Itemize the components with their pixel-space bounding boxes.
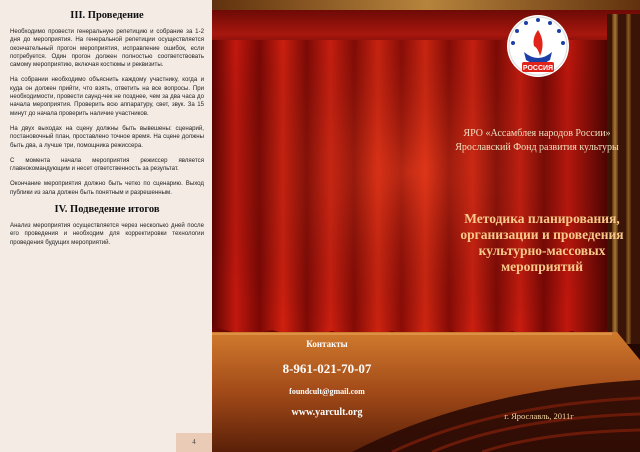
city-year: г. Ярославль, 2011г <box>504 411 574 421</box>
title-line-4: мероприятий <box>500 259 583 274</box>
section-3-heading: III. Проведение <box>70 10 144 21</box>
section-4-heading: IV. Подведение итогов <box>54 204 160 216</box>
paragraph: На собрании необходимо объяснить каждому участнику, когда и куда он должен прийти, что взять, ответить на все вопросы. При необходимости, провести саунд-чек не позднее, чем за два часа до начала мероприятия. Проверить всю аппаратуру, свет, звук. За 15 минут до начала проверить наличие участников. <box>10 76 204 117</box>
assembly-of-peoples-emblem-icon <box>504 12 572 92</box>
left-page <box>0 0 212 452</box>
page-number: 4 <box>176 433 212 452</box>
emblem-logo <box>504 12 572 92</box>
title-line-3: культурно-массовых <box>478 243 606 258</box>
email-address: foundcult@gmail.com <box>289 387 365 396</box>
organization-block <box>442 127 632 155</box>
paragraph: Анализ мероприятия осуществляется через несколько дней после его проведения и необходим для корректировки технологии проведения будущих мероприятий. <box>10 222 204 246</box>
paragraph: Окончание мероприятия должно быть четко по сценарию. Выход публики из зала должен быть понятным и разрешенным. <box>10 180 204 196</box>
cover-page <box>212 0 640 452</box>
brochure-title <box>444 211 640 275</box>
paragraph: На двух выходах на сцену должны быть вывешены: сценарий, постановочный план, проставлено точное время. На сцене должны быть два, а лучше три, помощника режиссера. <box>10 124 204 149</box>
title-line-1: Методика планирования, <box>464 211 620 226</box>
website-url: www.yarcult.org <box>291 407 363 418</box>
title-line-2: организации и проведения <box>460 227 624 242</box>
contacts-label: Контакты <box>306 339 348 349</box>
organization-line-2: Ярославский Фонд развития культуры <box>455 142 619 153</box>
organization-line-1: ЯРО «Ассамблея народов России» <box>463 128 611 139</box>
phone-number: 8-961-021-70-07 <box>282 361 372 376</box>
logo-text: РОССИЯ <box>522 65 554 72</box>
paragraph: С момента начала мероприятия режиссер является главнокомандующим и несет ответственность за результат. <box>10 156 204 173</box>
paragraph: Необходимо провести генеральную репетицию и собрание за 1-2 дня до мероприятия. На генеральной репетиции осуществляется окончательный прогон мероприятия, исправление ошибок, если потребуется. Один прогон должен полностью соответствовать самому мероприятию, включая костюмы и реквизиты. <box>10 28 204 69</box>
